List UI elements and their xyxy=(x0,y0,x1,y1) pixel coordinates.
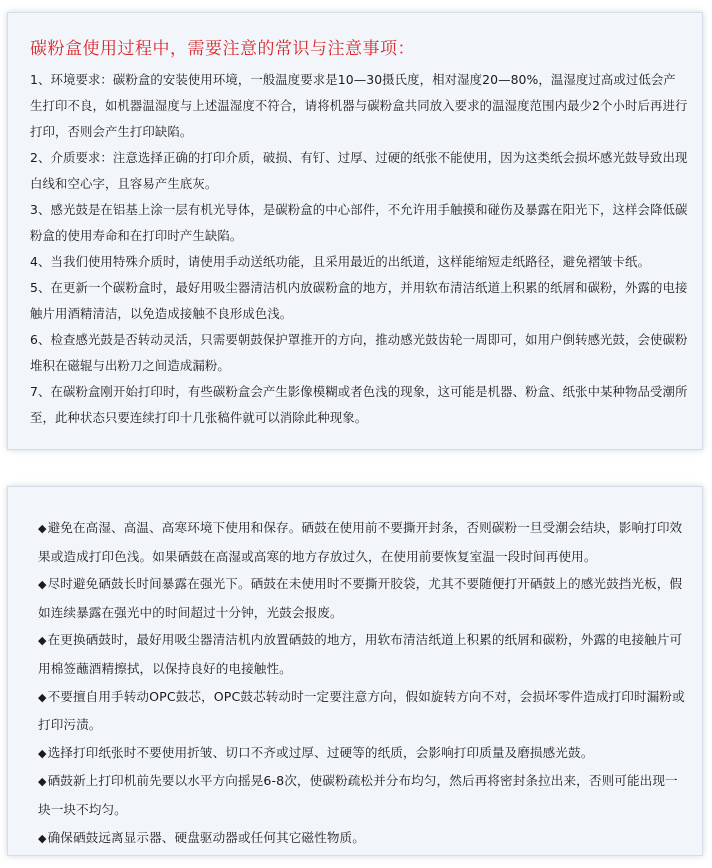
diamond-bullet-icon: ◆ xyxy=(38,746,47,760)
diamond-bullet-icon: ◆ xyxy=(38,775,47,789)
list-item-replacement: 5、在更新一个碳粉盒时，最好用吸尘器清洁机内放碳粉盒的地方，并用软布清洁纸道上积累的纸屑和碳粉，外露的电接触片用酒精清洁，以免造成接触不良形成色浅。 xyxy=(30,280,688,321)
section-title: 碳粉盒使用过程中，需要注意的常识与注意事项： xyxy=(30,39,415,59)
list-item-text: 确保硒鼓远离显示器、硬盘驱动器或任何其它磁性物质。 xyxy=(47,829,365,845)
list-item-drum-rotation: 6、检查感光鼓是否转动灵活，只需要朝鼓保护罩推开的方向，推动感光鼓齿轮一周即可，如用户倒转感光鼓，会使碳粉堆积在磁辊与出粉刀之间造成漏粉。 xyxy=(30,332,688,373)
list-item-text: 尽时避免硒鼓长时间暴露在强光下。硒鼓在未使用时不要撕开胶袋，尤其不要随便打开硒鼓上的感光鼓挡光板，假如连续暴露在强光中的时间超过十分钟，光鼓会报废。 xyxy=(38,576,683,620)
precautions-panel xyxy=(7,12,703,450)
list-item xyxy=(38,824,688,853)
diamond-bullet-icon: ◆ xyxy=(38,634,47,648)
list-item-drum: 3、感光鼓是在铝基上涂一层有机光导体，是碳粉盒的中心部件，不允许用手触摸和碰伤及暴露在阳光下，这样会降低碳粉盒的使用寿命和在打印时产生缺陷。 xyxy=(30,202,688,243)
diamond-bullet-icon: ◆ xyxy=(38,522,47,535)
list-item xyxy=(38,767,688,823)
list-item xyxy=(38,570,688,626)
list-item-text: 选择打印纸张时不要使用折皱、切口不齐或过厚、过硬等的纸质，会影响打印质量及磨损感光鼓。 xyxy=(47,744,594,760)
list-item-text: 在更换硒鼓时，最好用吸尘器清洁机内放置硒鼓的地方，用软布清洁纸道上积累的纸屑和碳粉，外露的电接触片可用棉签蘸酒精擦拭，以保持良好的电接触性。 xyxy=(38,632,683,676)
list-item-initial-print: 7、在碳粉盒刚开始打印时，有些碳粉盒会产生影像模糊或者色浅的现象，这可能是机器、粉盒、纸张中某种物品受潮所至，此种状态只要连续打印十几张稿件就可以消除此种现象。 xyxy=(30,384,688,425)
drum-tips-panel xyxy=(7,486,703,856)
list-item-special-media: 4、当我们使用特殊介质时，请使用手动送纸功能，且采用最近的出纸道，这样能缩短走纸路径，避免褶皱卡纸。 xyxy=(30,254,651,269)
list-item xyxy=(38,739,688,768)
diamond-bullet-icon: ◆ xyxy=(38,578,47,592)
list-item-text: 硒鼓新上打印机前先要以水平方向摇晃6-8次，使碳粉疏松并分布均匀，然后再将密封条拉出来，否则可能出现一块一块不均匀。 xyxy=(38,773,678,817)
diamond-bullet-icon: ◆ xyxy=(38,831,47,845)
list-item-media: 2、介质要求：注意选择正确的打印介质，破损、有钉、过厚、过硬的纸张不能使用，因为这类纸会损坏感光鼓导致出现白线和空心字，且容易产生底灰。 xyxy=(30,150,688,191)
list-item xyxy=(38,514,688,570)
list-item-text: 不要擅自用手转动OPC鼓芯，OPC鼓芯转动时一定要注意方向，假如旋转方向不对，会损坏零件造成打印时漏粉或打印污渍。 xyxy=(38,688,685,733)
list-item-text: 避免在高湿、高温、高寒环境下使用和保存。硒鼓在使用前不要撕开封条，否则碳粉一旦受潮会结块，影响打印效果或造成打印色浅。如果硒鼓在高湿或高寒的地方存放过久，在使用前要恢复室温一段时间再使用。 xyxy=(38,520,683,564)
diamond-bullet-icon: ◆ xyxy=(38,690,47,704)
list-item xyxy=(38,683,688,739)
list-item xyxy=(38,626,688,682)
list-item-environment: 1、环境要求：碳粉盒的安装使用环境，一般温度要求是10—30摄氏度，相对湿度20—80%，温湿度过高或过低会产生打印不良，如机器温湿度与上述温湿度不符合，请将机器与碳粉盒共同放入要求的温湿度范围内最少2个小时后再进行打印，否则会产生打印缺陷。 xyxy=(30,72,688,139)
